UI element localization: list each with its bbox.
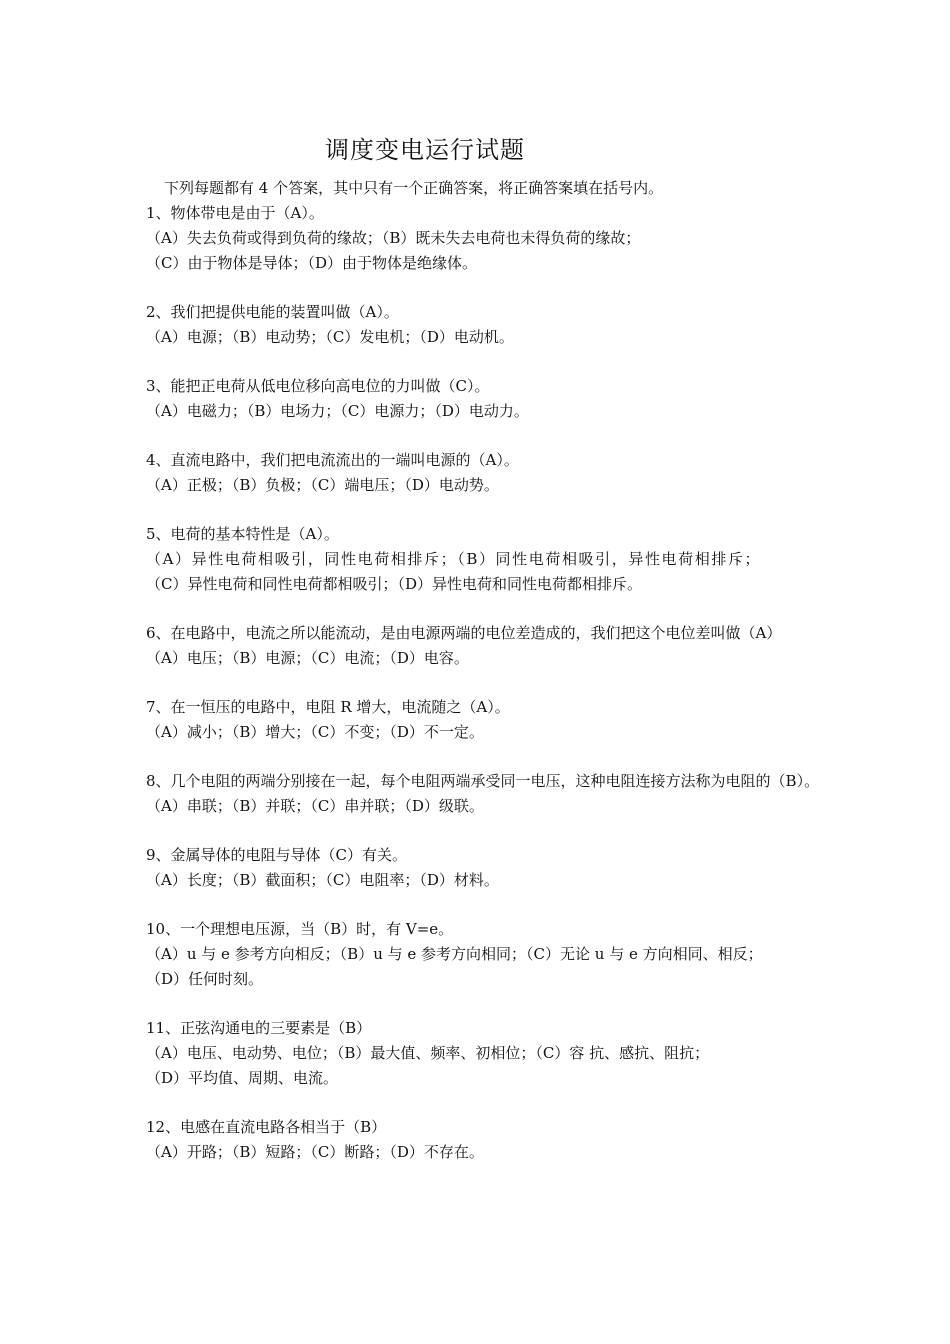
question-2 (146, 300, 826, 350)
question-12 (146, 1115, 826, 1165)
answer-options: （A）长度；（B）截面积；（C）电阻率；（D）材料。 (146, 871, 499, 889)
answer-options: （C）异性电荷和同性电荷都相吸引；（D）异性电荷和同性电荷都相排斥。 (146, 575, 643, 593)
answer-options: （A）电磁力；（B）电场力；（C）电源力；（D）电动力。 (146, 402, 529, 420)
answer-options: （A）u 与 e 参考方向相反；（B）u 与 e 参考方向相同；（C）无论 u 与 e 方向相同、相反； (146, 945, 763, 963)
answer-options: （A）串联；（B）并联；（C）串并联；（D）级联。 (146, 797, 484, 815)
question-stem: 9、金属导体的电阻与导体（C）有关。 (146, 846, 408, 864)
answer-options: （A）电压、电动势、电位；（B）最大值、频率、初相位；（C）容 抗、感抗、阻抗； (146, 1044, 710, 1062)
question-9 (146, 843, 826, 893)
answer-options: （A）异性电荷相吸引，同性电荷相排斥；（B）同性电荷相吸引，异性电荷相排斥； (146, 550, 762, 568)
question-stem: 7、在一恒压的电路中，电阻 R 增大，电流随之（A）。 (146, 698, 510, 716)
answer-options: （A）正极；（B）负极；（C）端电压；（D）电动势。 (146, 476, 499, 494)
question-1 (146, 201, 826, 276)
answer-options: （A）开路；（B）短路；（C）断路；（D）不存在。 (146, 1143, 484, 1161)
question-10 (146, 917, 826, 992)
question-stem: 10、一个理想电压源，当（B）时，有 V=e。 (146, 920, 454, 938)
question-7 (146, 695, 826, 745)
instructions-text: 下列每题都有 4 个答案，其中只有一个正确答案，将正确答案填在括号内。 (164, 179, 664, 197)
document-body (146, 176, 826, 1165)
question-stem: 12、电感在直流电路各相当于（B） (146, 1118, 387, 1136)
question-6 (146, 621, 826, 671)
answer-options: （D）任何时刻。 (146, 970, 264, 988)
answer-options: （C）由于物体是导体；（D）由于物体是绝缘体。 (146, 254, 478, 272)
answer-options: （A）电源；（B）电动势；（C）发电机；（D）电动机。 (146, 328, 514, 346)
question-stem: 5、电荷的基本特性是（A）。 (146, 525, 339, 543)
question-stem: 2、我们把提供电能的装置叫做（A）。 (146, 303, 399, 321)
question-stem: 1、物体带电是由于（A）。 (146, 204, 324, 222)
answer-options: （D）平均值、周期、电流。 (146, 1069, 339, 1087)
document-title: 调度变电运行试题 (325, 136, 525, 164)
question-4 (146, 448, 826, 498)
question-3 (146, 374, 826, 424)
question-stem: 6、在电路中，电流之所以能流动，是由电源两端的电位差造成的，我们把这个电位差叫做（A） (146, 624, 782, 642)
question-stem: 11、正弦沟通电的三要素是（B） (146, 1019, 372, 1037)
question-stem: 8、几个电阻的两端分别接在一起，每个电阻两端承受同一电压，这种电阻连接方法称为电阻的（B）。 (146, 772, 820, 790)
question-11 (146, 1016, 826, 1091)
question-stem: 3、能把正电荷从低电位移向高电位的力叫做（C）。 (146, 377, 490, 395)
question-5 (146, 522, 826, 597)
answer-options: （A）减小；（B）增大；（C）不变；（D）不一定。 (146, 723, 484, 741)
question-stem: 4、直流电路中，我们把电流流出的一端叫电源的（A）。 (146, 451, 519, 469)
answer-options: （A）电压；（B）电源；（C）电流；（D）电容。 (146, 649, 469, 667)
answer-options: （A）失去负荷或得到负荷的缘故；（B）既未失去电荷也未得负荷的缘故； (146, 229, 641, 247)
question-8 (146, 769, 826, 819)
